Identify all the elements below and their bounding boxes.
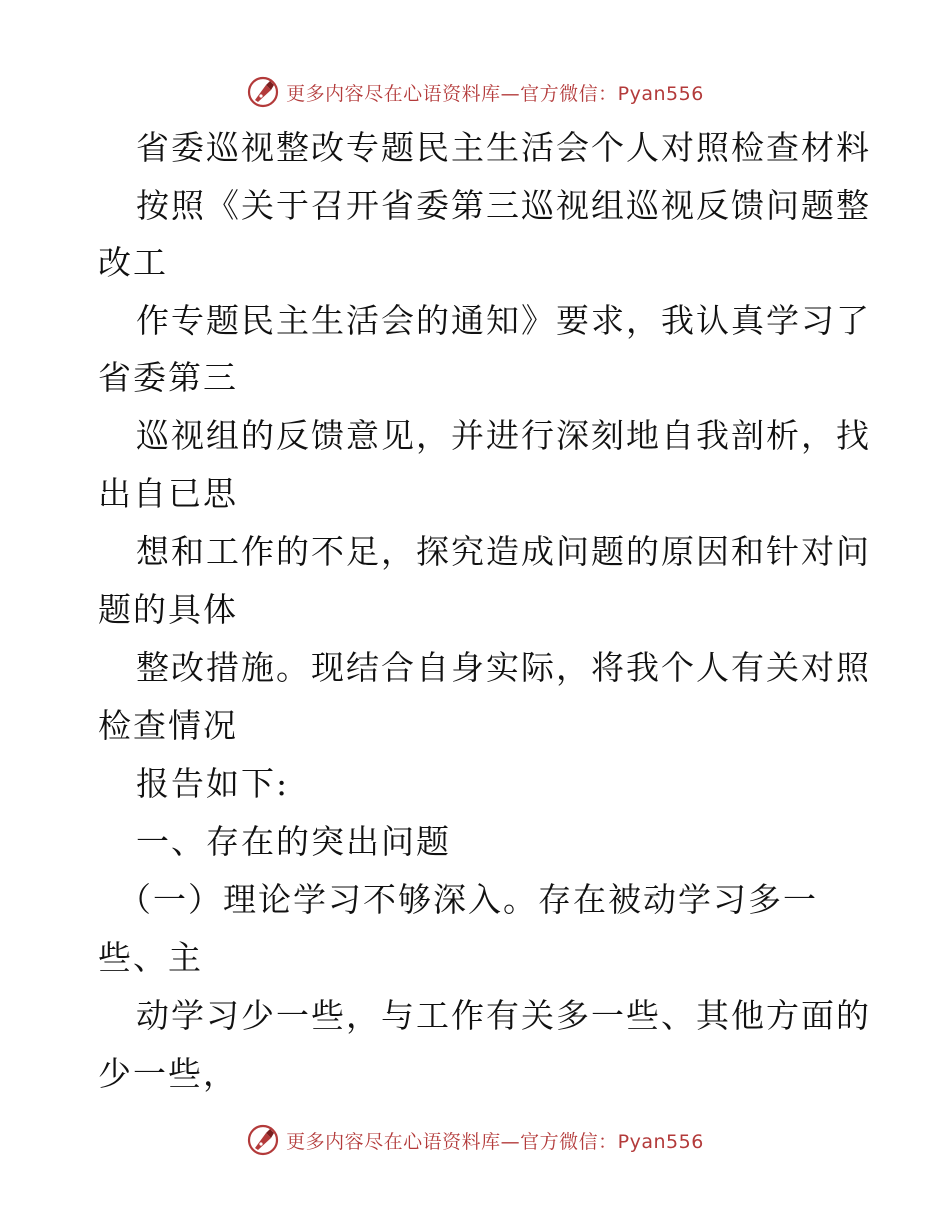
paragraph-line: 整改措施。现结合自身实际，将我个人有关对照 bbox=[136, 648, 871, 687]
paragraph-line: 想和工作的不足，探究造成问题的原因和针对问 bbox=[136, 532, 871, 571]
header-banner-content bbox=[246, 75, 704, 109]
paragraph-line: 改工 bbox=[98, 243, 168, 282]
footer-banner bbox=[0, 1120, 950, 1160]
paragraph-line: 按照《关于召开省委第三巡视组巡视反馈问题整 bbox=[136, 186, 871, 225]
paragraph-line: 出自已思 bbox=[98, 474, 238, 513]
paragraph-line: 动学习少一些，与工作有关多一些、其他方面的 bbox=[136, 996, 871, 1035]
paragraph-line: 作专题民主生活会的通知》要求，我认真学习了 bbox=[136, 301, 871, 340]
paragraph-line: 些、主 bbox=[98, 938, 203, 977]
footer-banner-text: 更多内容尽在心语资料库—官方微信：Pyan556 bbox=[286, 1130, 704, 1153]
paragraph-line: 题的具体 bbox=[98, 590, 238, 629]
header-banner bbox=[0, 72, 950, 112]
subsection-heading: （一）理论学习不够深入。存在被动学习多一 bbox=[118, 880, 818, 919]
pen-nib-logo-icon bbox=[246, 1123, 280, 1157]
paragraph-line: 报告如下: bbox=[136, 764, 290, 803]
section-heading: 一、存在的突出问题 bbox=[136, 822, 451, 861]
paragraph-line: 省委第三 bbox=[98, 358, 238, 397]
document-title: 省委巡视整改专题民主生活会个人对照检查材料 bbox=[136, 128, 871, 167]
paragraph-line: 检查情况 bbox=[98, 706, 238, 745]
pen-nib-logo-icon bbox=[246, 75, 280, 109]
paragraph-line: 巡视组的反馈意见，并进行深刻地自我剖析，找 bbox=[136, 416, 871, 455]
header-banner-text: 更多内容尽在心语资料库—官方微信：Pyan556 bbox=[286, 82, 704, 105]
paragraph-line: 少一些， bbox=[98, 1054, 238, 1093]
footer-banner-content bbox=[246, 1123, 704, 1157]
